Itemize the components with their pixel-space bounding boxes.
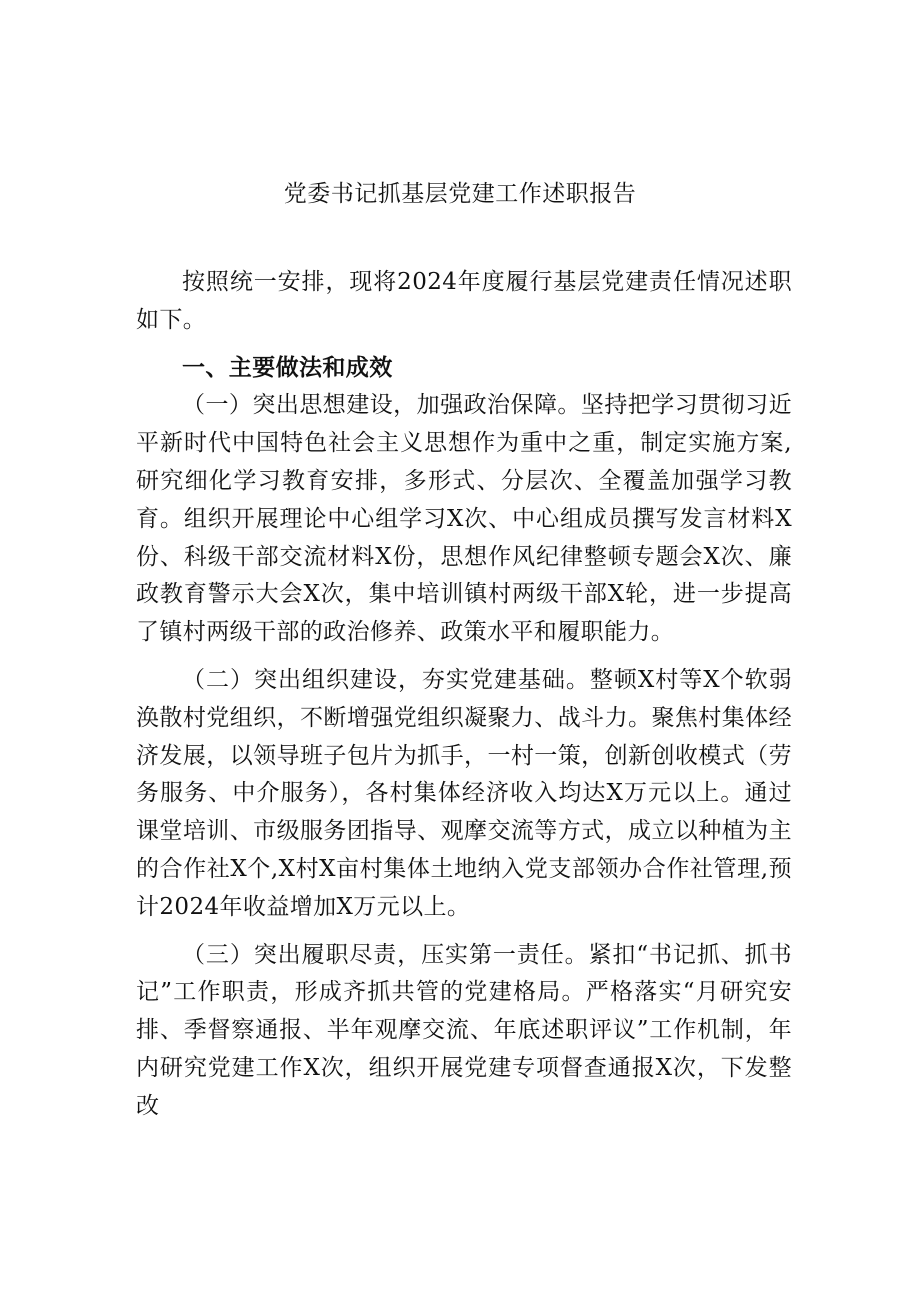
paragraph-2: （二）突出组织建设，夯实党建基础。整顿X村等X个软弱涣散村党组织，不断增强党组织凝聚力、战斗力。聚焦村集体经济发展，以领导班子包片为抓手，一村一策，创新创收模式（劳务服务、中介服务），各村集体经济收入均达X万元以上。通过课堂培训、市级服务团指导、观摩交流等方式，成立以种植为主的合作社X个,X村X亩村集体土地纳入党支部领办合作社管理,预计2024年收益增加X万元以上。 bbox=[136, 666, 792, 920]
document-body bbox=[136, 264, 792, 1126]
paragraph-1: （一）突出思想建设，加强政治保障。坚持把学习贯彻习近平新时代中国特色社会主义思想作为重中之重，制定实施方案,研究细化学习教育安排，多形式、分层次、全覆盖加强学习教育。组织开展理论中心组学习X次、中心组成员撰写发言材料X份、科级干部交流材料X份，思想作风纪律整顿专题会X次、廉政教育警示大会X次，集中培训镇村两级干部X轮，进一步提高了镇村两级干部的政治修养、政策水平和履职能力。 bbox=[136, 392, 792, 646]
paragraph-3: （三）突出履职尽责，压实第一责任。紧扣“书记抓、抓书记”工作职责，形成齐抓共管的党建格局。严格落实“月研究安排、季督察通报、半年观摩交流、年底述职评议”工作机制，年内研究党建工作X次，组织开展党建专项督查通报X次，下发整改 bbox=[136, 941, 792, 1119]
intro-paragraph: 按照统一安排，现将2024年度履行基层党建责任情况述职如下。 bbox=[136, 269, 792, 333]
section-heading: 一、主要做法和成效 bbox=[182, 354, 393, 381]
document-title: 党委书记抓基层党建工作述职报告 bbox=[283, 181, 637, 207]
